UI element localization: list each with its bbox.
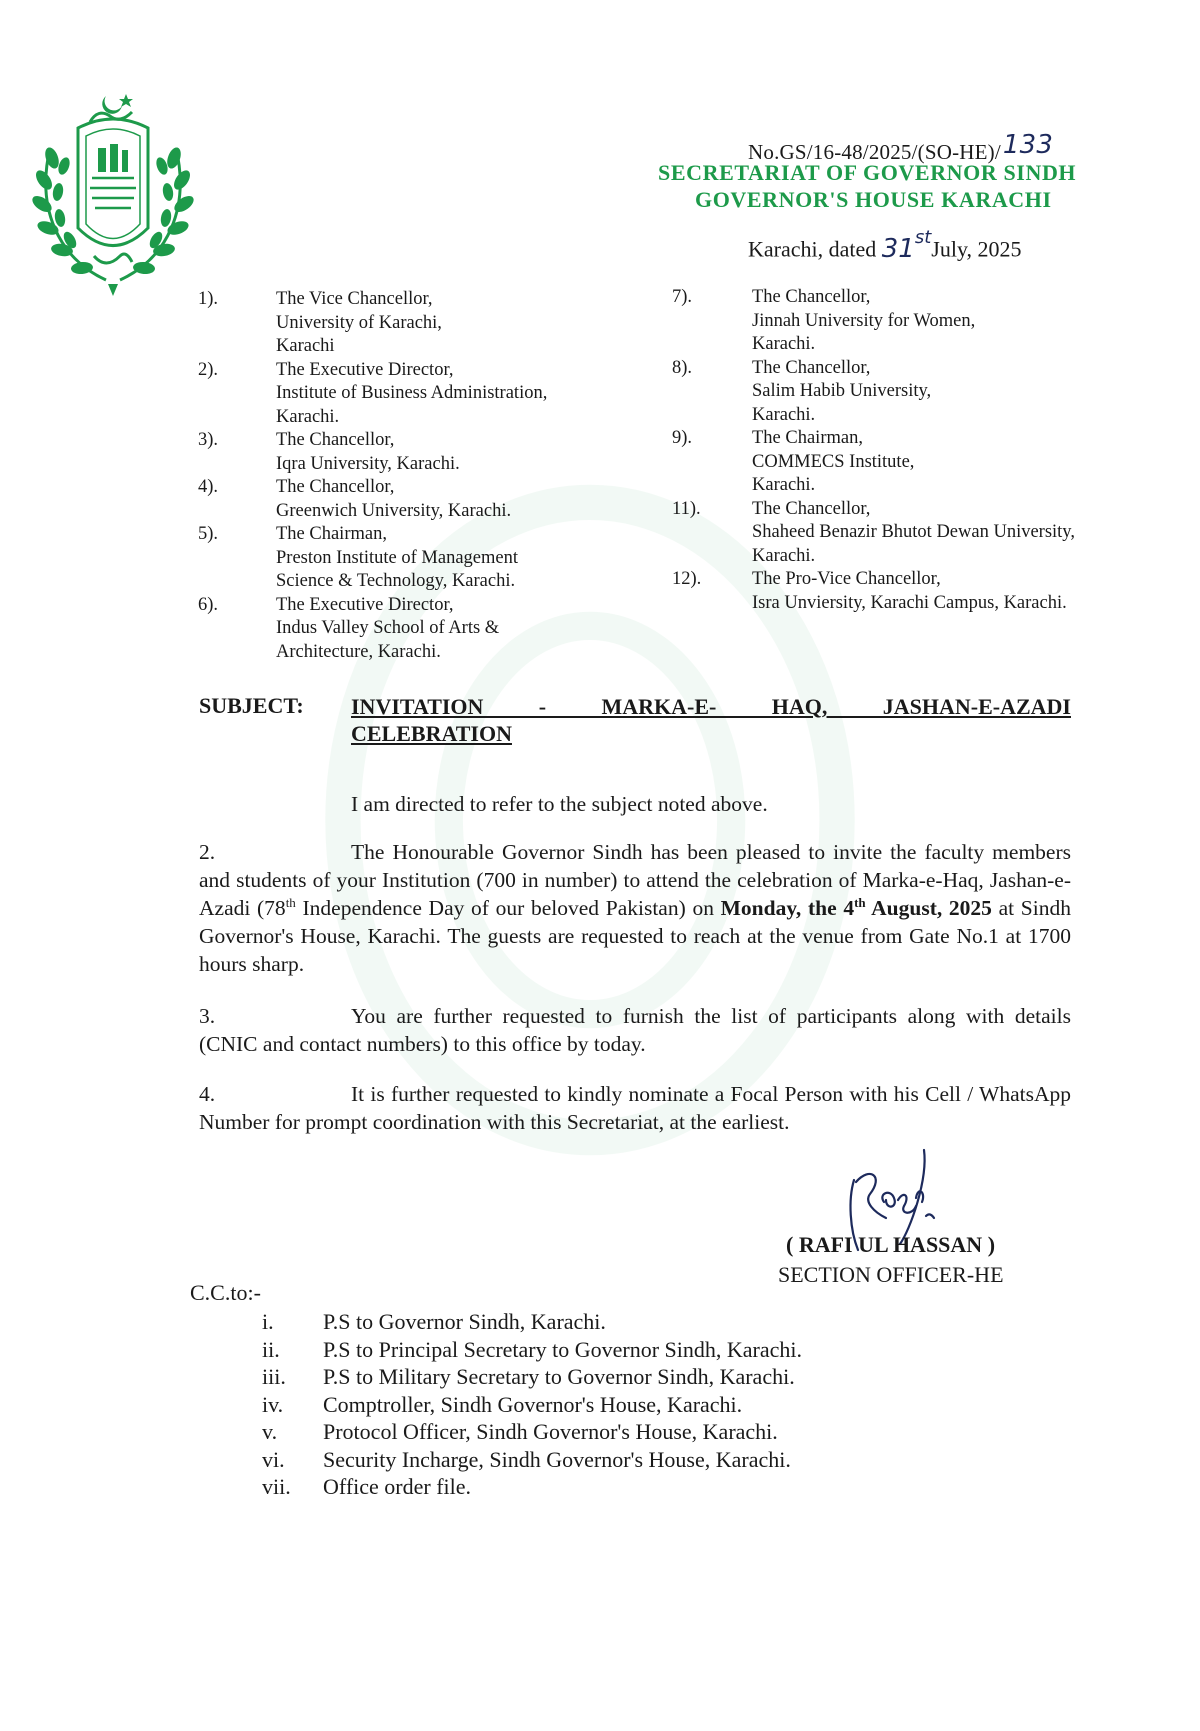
cc-item-text: Office order file. xyxy=(323,1474,472,1499)
addressee-line: COMMECS Institute, xyxy=(752,451,915,472)
addressee-line: The Chancellor, xyxy=(752,287,871,307)
addressee-item xyxy=(672,286,1142,357)
addressee-line: Karachi. xyxy=(752,404,816,425)
ordinal-suffix: th xyxy=(285,894,296,910)
addressee-line: Iqra University, Karachi. xyxy=(276,453,460,474)
addressee-lines xyxy=(276,429,460,476)
addressee-number: 3). xyxy=(198,430,219,450)
addressee-line: Architecture, Karachi. xyxy=(276,641,441,662)
event-date-bold-a: Monday, the 4 xyxy=(720,896,855,920)
addressee-lines xyxy=(752,498,1075,569)
cc-item-text: P.S to Governor Sindh, Karachi. xyxy=(323,1309,606,1334)
cc-item-number: iv. xyxy=(262,1391,284,1417)
governor-sindh-emblem-icon xyxy=(28,88,198,298)
addressee-list-left xyxy=(198,288,628,664)
addressee-item xyxy=(198,594,628,665)
addressee-number: 1). xyxy=(198,289,219,309)
addressee-number: 8). xyxy=(672,357,693,378)
paragraph-4-text: It is further requested to kindly nominate a Focal Person with his Cell / WhatsApp Number for prompt coordination with this Secretariat, at the earliest. xyxy=(199,1082,1071,1134)
addressee-line: The Chancellor, xyxy=(276,477,395,497)
cc-item-text: P.S to Military Secretary to Governor Sindh, Karachi. xyxy=(323,1364,795,1389)
cc-item xyxy=(262,1446,802,1474)
cc-item-text: Protocol Officer, Sindh Governor's House, Karachi. xyxy=(323,1419,778,1444)
cc-item-text: P.S to Principal Secretary to Governor Sindh, Karachi. xyxy=(323,1336,803,1362)
addressee-line: Salim Habib University, xyxy=(752,381,932,401)
paragraph-2-number: 2. xyxy=(199,840,216,864)
cc-item xyxy=(262,1336,802,1364)
cc-item xyxy=(262,1418,802,1446)
subject-line-1: INVITATION - MARKA-E- HAQ, JASHAN-E-AZADI xyxy=(351,694,1071,719)
paragraph-3 xyxy=(199,1002,1071,1058)
addressee-number: 9). xyxy=(672,428,693,448)
addressee-list-right xyxy=(672,286,1142,615)
addressee-line: The Pro-Vice Chancellor, xyxy=(752,569,941,589)
addressee-line: The Executive Director, xyxy=(276,594,454,615)
addressee-line: Indus Valley School of Arts & xyxy=(276,618,500,638)
addressee-line: University of Karachi, xyxy=(276,312,442,333)
governors-house-heading: GOVERNOR'S HOUSE KARACHI xyxy=(695,187,1052,212)
paragraph-3-text: You are further requested to furnish the list of participants along with details (CNIC and contact numbers) to this office by today. xyxy=(199,1004,1071,1056)
cc-item-number: vii. xyxy=(262,1474,291,1499)
addressee-lines xyxy=(276,594,499,665)
addressee-lines xyxy=(752,427,914,498)
cc-item-number: vi. xyxy=(262,1446,285,1472)
cc-item-text: Comptroller, Sindh Governor's House, Karachi. xyxy=(323,1391,743,1417)
addressee-number: 2). xyxy=(198,359,219,380)
addressee-line: The Vice Chancellor, xyxy=(276,289,433,309)
cc-item xyxy=(262,1363,802,1391)
event-date-bold xyxy=(721,896,992,920)
addressee-line: Preston Institute of Management xyxy=(276,547,518,568)
addressee-line: Karachi. xyxy=(276,406,340,427)
cc-item-number: v. xyxy=(262,1419,278,1444)
addressee-line: Karachi. xyxy=(752,545,816,566)
addressee-line: Karachi. xyxy=(752,475,816,495)
addressee-item xyxy=(198,288,628,359)
addressee-line: The Chancellor, xyxy=(752,357,871,378)
addressee-line: The Chairman, xyxy=(276,524,387,544)
addressee-line: Greenwich University, Karachi. xyxy=(276,500,512,521)
addressee-line: Karachi xyxy=(276,336,335,356)
addressee-line: The Chancellor, xyxy=(752,498,871,519)
paragraph-2 xyxy=(199,838,1071,978)
addressee-number: 4). xyxy=(198,477,219,497)
addressee-line: The Chancellor, xyxy=(276,430,395,450)
cc-item-number: iii. xyxy=(262,1364,286,1389)
addressee-item xyxy=(672,427,1142,498)
letter-date xyxy=(748,227,1022,264)
addressee-lines xyxy=(752,357,931,428)
reference-number-text: No.GS/16-48/2025/(SO-HE)/ xyxy=(748,140,1001,164)
addressee-lines xyxy=(752,568,1067,615)
addressee-number: 11). xyxy=(672,498,701,519)
subject-line-2: CELEBRATION xyxy=(351,721,512,746)
addressee-line: Science & Technology, Karachi. xyxy=(276,571,516,591)
addressee-line: Isra Unviersity, Karachi Campus, Karachi. xyxy=(752,592,1067,613)
addressee-item xyxy=(198,359,628,430)
handwritten-day: 31 xyxy=(881,233,915,264)
signatory-name: ( RAFI UL HASSAN ) xyxy=(786,1232,996,1257)
paragraph-2-text xyxy=(199,838,1071,978)
signatory-title: SECTION OFFICER-HE xyxy=(778,1262,1004,1287)
cc-item xyxy=(262,1473,802,1501)
addressee-line: Karachi. xyxy=(752,334,816,354)
cc-item-number: ii. xyxy=(262,1336,280,1362)
addressee-line: The Executive Director, xyxy=(276,359,454,380)
addressee-lines xyxy=(276,288,442,359)
date-suffix: July, 2025 xyxy=(931,236,1022,262)
addressee-item xyxy=(198,476,628,523)
addressee-number: 12). xyxy=(672,569,702,589)
addressee-line: Institute of Business Administration, xyxy=(276,383,548,403)
cc-item xyxy=(262,1391,802,1419)
date-prefix: Karachi, dated xyxy=(748,236,882,262)
addressee-item xyxy=(198,523,628,594)
handwritten-date xyxy=(881,227,932,264)
cc-list xyxy=(262,1308,802,1501)
addressee-line: The Chairman, xyxy=(752,428,863,448)
addressee-number: 5). xyxy=(198,524,219,544)
paragraph-2-text-a: The Honourable Governor Sindh has been pleased to invite the faculty members and students of your Institution (700 in number) to attend the celebration of Marka-e-Haq, Jashan-e-Azadi (78 xyxy=(199,840,1071,920)
ordinal-suffix: th xyxy=(854,894,866,910)
cc-item xyxy=(262,1308,802,1336)
addressee-item xyxy=(198,429,628,476)
addressee-lines xyxy=(276,359,547,430)
addressee-item xyxy=(672,568,1142,615)
handwritten-reference-number: 133 xyxy=(1002,130,1054,160)
addressee-lines xyxy=(276,523,518,594)
addressee-lines xyxy=(752,286,975,357)
secretariat-heading: SECRETARIAT OF GOVERNOR SINDH xyxy=(658,160,1077,185)
paragraph-4-number: 4. xyxy=(199,1082,216,1106)
paragraph-4 xyxy=(199,1080,1071,1136)
event-date-bold-b: August, 2025 xyxy=(865,896,992,920)
addressee-line: Shaheed Benazir Bhutot Dewan University, xyxy=(752,522,1075,542)
addressee-line: Jinnah University for Women, xyxy=(752,310,976,331)
cc-item-number: i. xyxy=(262,1309,274,1334)
addressee-item xyxy=(672,498,1142,569)
handwritten-day-suffix: st xyxy=(914,227,932,248)
paragraph-2-text-b: Independence Day of our beloved Pakistan) on xyxy=(295,896,721,920)
cc-item-text: Security Incharge, Sindh Governor's House, Karachi. xyxy=(323,1446,791,1472)
paragraph-2-text-c: at Sindh Governor's House, Karachi. The guests are requested to reach at the venue from Gate No.1 at 1700 hours sharp. xyxy=(199,896,1071,976)
subject-label: SUBJECT: xyxy=(199,693,304,718)
addressee-number: 6). xyxy=(198,594,219,615)
addressee-number: 7). xyxy=(672,287,693,307)
paragraph-1: I am directed to refer to the subject noted above. xyxy=(351,792,768,816)
addressee-item xyxy=(672,357,1142,428)
addressee-lines xyxy=(276,476,511,523)
paragraph-3-number: 3. xyxy=(199,1004,216,1028)
cc-label: C.C.to:- xyxy=(190,1280,261,1305)
